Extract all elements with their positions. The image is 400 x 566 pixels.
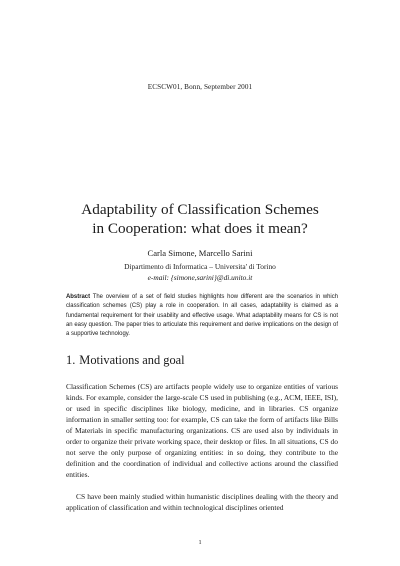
conference-header: ECSCW01, Bonn, September 2001	[147, 83, 253, 91]
paper-title	[40, 200, 360, 238]
abstract	[66, 293, 338, 339]
author-email: e-mail: {simone,sarini}@di.unito.it	[147, 273, 253, 282]
paper-title-line-2: in Cooperation: what does it mean?	[92, 220, 308, 237]
section-heading	[66, 353, 185, 368]
paper-title-line-1: Adaptability of Classification Schemes	[81, 201, 319, 218]
section-number: 1.	[66, 353, 76, 367]
body-paragraph-1: Classification Schemes (CS) are artifacts people widely use to organize entities of various kinds. For example, consider the large-scale CS used in publishing (e.g., ACM, IEEE, ISI), or used in specific disciplines like biology, medicine, and in libraries. CS organize information in smaller setting too: for example, CS can take the form of artifacts like Bills of Materials in specific manufacturing organizations. CS are used also by individuals in order to organize their private working space, their desktop or files. In all situations, CS do not serve the only purpose of organizing entities: in so doing, they contribute to the definition and the coordination of individual and collective actions around the classified entities.	[66, 382, 338, 480]
abstract-label: Abstract	[66, 294, 91, 300]
paper-authors: Carla Simone, Marcello Sarini	[147, 248, 253, 258]
section-title: Motivations and goal	[79, 353, 185, 367]
page-number: 1	[198, 539, 202, 546]
body-paragraph-2: CS have been mainly studied within humanistic disciplines dealing with the theory and application of classification and within technological disciplines oriented	[66, 492, 338, 513]
abstract-text: The overview of a set of field studies highlights how different are the scenarios in which classification schemes (CS) play a role in cooperation. In all cases, adaptability is claimed as a fundamental requirement for their usability and effective usage. What adaptability means for CS is not an easy question. The paper tries to articulate this requirement and derive implications on the design of a supportive technology.	[66, 294, 338, 338]
author-affiliation: Dipartimento di Informatica – Universita' di Torino	[124, 262, 276, 271]
